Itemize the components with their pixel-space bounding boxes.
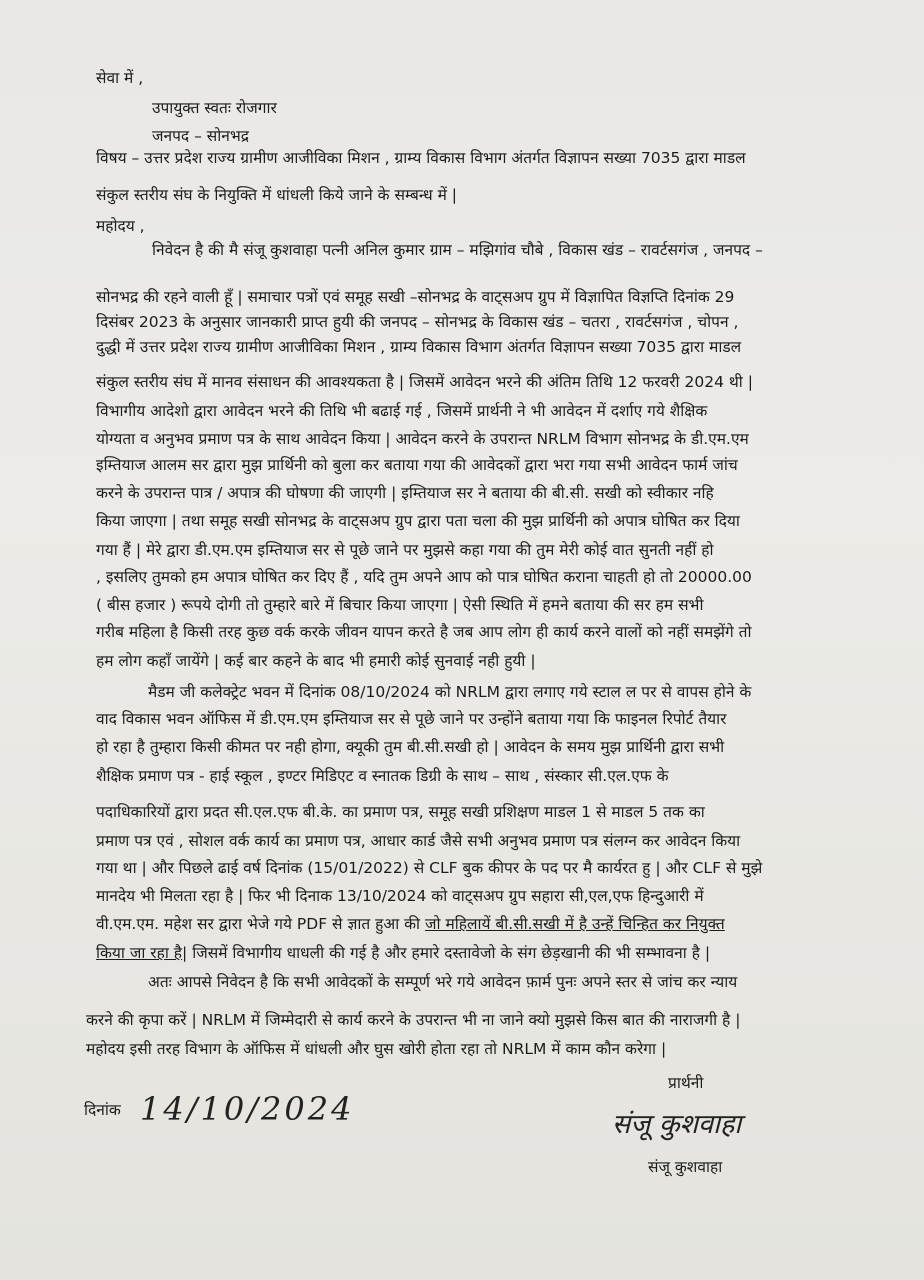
para2-line-9-underlined: जो महिलायें बी.सी.सखी में है उन्हें चिन्हित कर नियुक्त [425, 915, 725, 933]
para3-line: महोदय इसी तरह विभाग के ऑफिस में धांधली और घुस खोरी होता रहा तो NRLM में काम कौन करेगा | [86, 1040, 667, 1058]
para2-line: प्रमाण पत्र एवं , सोशल वर्क कार्य का प्रमाण पत्र, आधार कार्ड जैसे सभी अनुभव प्रमाण पत्र संलग्न कर आवेदन किया [96, 832, 741, 850]
para1-line: किया जाएगा | तथा समूह सखी सोनभद्र के वाट्सअप ग्रुप द्वारा पता चला की मुझ प्रार्थिनी को अपात्र घोषित कर दिया [96, 512, 740, 530]
recipient-line-2: जनपद – सोनभद्र [152, 127, 249, 145]
para1-line: गया हैं | मेरे द्वारा डी.एम.एम इम्तियाज सर से पूछे जाने पर मुझसे कहा गया की तुम मेरी कोई वात सुनती नहीं हो [96, 541, 714, 559]
para1-line: संकुल स्तरीय संघ में मानव संसाधन की आवश्यकता है | जिसमें आवेदन भरने की अंतिम तिथि 12 फरवरी 2024 थी | [96, 373, 753, 391]
para1-line: विभागीय आदेशो द्वारा आवेदन भरने की तिथि भी बढाई गई , जिसमें प्रार्थनी ने भी आवेदन में दर्शाए गये शैक्षिक [96, 402, 708, 420]
subject-line-2: संकुल स्तरीय संघ के नियुक्ति में धांधली किये जाने के सम्बन्ध में | [96, 186, 458, 204]
para2-line: गया था | और पिछले ढाई वर्ष दिनांक (15/01/2022) से CLF बुक कीपर के पद पर मै कार्यरत हु | और CLF से मुझे [96, 859, 763, 877]
para2-line-10-rest: | जिसमें विभागीय धाधली की गई है और हमारे दस्तावेजो के संग छेड़खानी की भी सम्भावना है | [182, 944, 711, 962]
date-label: दिनांक [84, 1101, 121, 1119]
recipient-line-1: उपायुक्त स्वतः रोजगार [152, 99, 277, 117]
salutation: सेवा में , [96, 69, 144, 87]
para1-line: करने के उपरान्त पात्र / अपात्र की घोषणा की जाएगी | इम्तियाज सर ने बताया की बी.सी. सखी को स्वीकार नहि [96, 484, 714, 502]
para2-line: मैडम जी कलेक्ट्रेट भवन में दिनांक 08/10/2024 को NRLM द्वारा लगाए गये स्टाल ल पर से वापस होने के [148, 683, 752, 701]
para1-line: इम्तियाज आलम सर द्वारा मुझ प्रार्थिनी को बुला कर बताया गया की आवेदकों द्वारा भरा गया सभी आवेदन फार्म जांच [96, 456, 738, 474]
para3-line: करने की कृपा करें | NRLM में जिम्मेदारी से कार्य करने के उपरान्त भी ना जाने क्यो मुझसे किस बात की नाराजगी है | [86, 1011, 741, 1029]
para2-line: वाद विकास भवन ऑफिस में डी.एम.एम इम्तियाज सर से पूछे जाने पर उन्होंने बताया गया कि फाइनल रिपोर्ट तैयार [96, 710, 727, 728]
para1-line: , इसलिए तुमको हम अपात्र घोषित कर दिए हैं , यदि तुम अपने आप को पात्र घोषित कराना चाहती हो तो 20000.00 [96, 568, 752, 586]
signature: संजू कुशवाहा [612, 1109, 742, 1140]
para1-line: दुद्धी में उत्तर प्रदेश राज्य ग्रामीण आजीविका मिशन , ग्राम्य विकास विभाग अंतर्गत विज्ञापन सख्या 7035 द्वारा माडल [96, 338, 742, 356]
subject-line-1: विषय – उत्तर प्रदेश राज्य ग्रामीण आजीविका मिशन , ग्राम्य विकास विभाग अंतर्गत विज्ञापन सख्या 7035 द्वारा माडल [96, 149, 746, 167]
para2-line-10-underlined: किया जा रहा है [96, 944, 183, 962]
para2-line: पदाधिकारियों द्वारा प्रदत सी.एल.एफ बी.के. का प्रमाण पत्र, समूह सखी प्रशिक्षण माडल 1 से माडल 5 तक का [96, 803, 705, 821]
para1-line: हम लोग कहाँ जायेंगे | कई बार कहने के बाद भी हमारी कोई सुनवाई नही हुयी | [96, 652, 536, 670]
greeting: महोदय , [96, 217, 145, 235]
para2-line-9 [96, 914, 725, 934]
para1-line: योग्यता व अनुभव प्रमाण पत्र के साथ आवेदन किया | आवेदन करने के उपरान्त NRLM विभाग सोनभद्र के डी.एम.एम [96, 430, 749, 448]
para1-line: गरीब महिला है किसी तरह कुछ वर्क करके जीवन यापन करते है जब आप लोग ही कार्य करने वालों को नहीं समझेंगे तो [96, 623, 752, 641]
para1-line: सोनभद्र की रहने वाली हूँ | समाचार पत्रों एवं समूह सखी –सोनभद्र के वाट्सअप ग्रुप में विज्ञापित विज्ञप्ति दिनांक 29 [96, 288, 735, 306]
para1-line: ( बीस हजार ) रूपये दोगी तो तुम्हारे बारे में बिचार किया जाएगा | ऐसी स्थिति में हमने बताया की सर हम सभी [96, 596, 704, 614]
para3-line: अतः आपसे निवेदन है कि सभी आवेदकों के सम्पूर्ण भरे गये आवेदन फ़ार्म पुनः अपने स्तर से जांच कर न्याय [148, 973, 738, 991]
date-handwritten: 14/10/2024 [140, 1090, 355, 1128]
closing: प्रार्थनी [668, 1074, 704, 1092]
para2-line-10 [96, 943, 710, 963]
para2-line: मानदेय भी मिलता रहा है | फिर भी दिनाक 13/10/2024 को वाट्सअप ग्रुप सहारा सी,एल,एफ हिन्दुआरी में [96, 887, 704, 905]
para2-line: हो रहा है तुम्हारा किसी कीमत पर नही होगा, क्यूकी तुम बी.सी.सखी हो | आवेदन के समय मुझ प्रार्थिनी द्वारा सभी [96, 738, 725, 756]
signatory-name: संजू कुशवाहा [648, 1158, 723, 1176]
para2-line-9-prefix: वी.एम.एम. महेश सर द्वारा भेजे गये PDF से ज्ञात हुआ की [96, 915, 425, 933]
para1-line: निवेदन है की मै संजू कुशवाहा पत्नी अनिल कुमार ग्राम – मझिगांव चौबे , विकास खंड – रावर्टसगंज , जनपद – [152, 241, 763, 259]
para1-line: दिसंबर 2023 के अनुसार जानकारी प्राप्त हुयी की जनपद – सोनभद्र के विकास खंड – चतरा , रावर्टसगंज , चोपन , [96, 313, 739, 331]
para2-line: शैक्षिक प्रमाण पत्र - हाई स्कूल , इण्टर मिडिएट व स्नातक डिग्री के साथ – साथ , संस्कार सी.एल.एफ के [96, 767, 669, 785]
